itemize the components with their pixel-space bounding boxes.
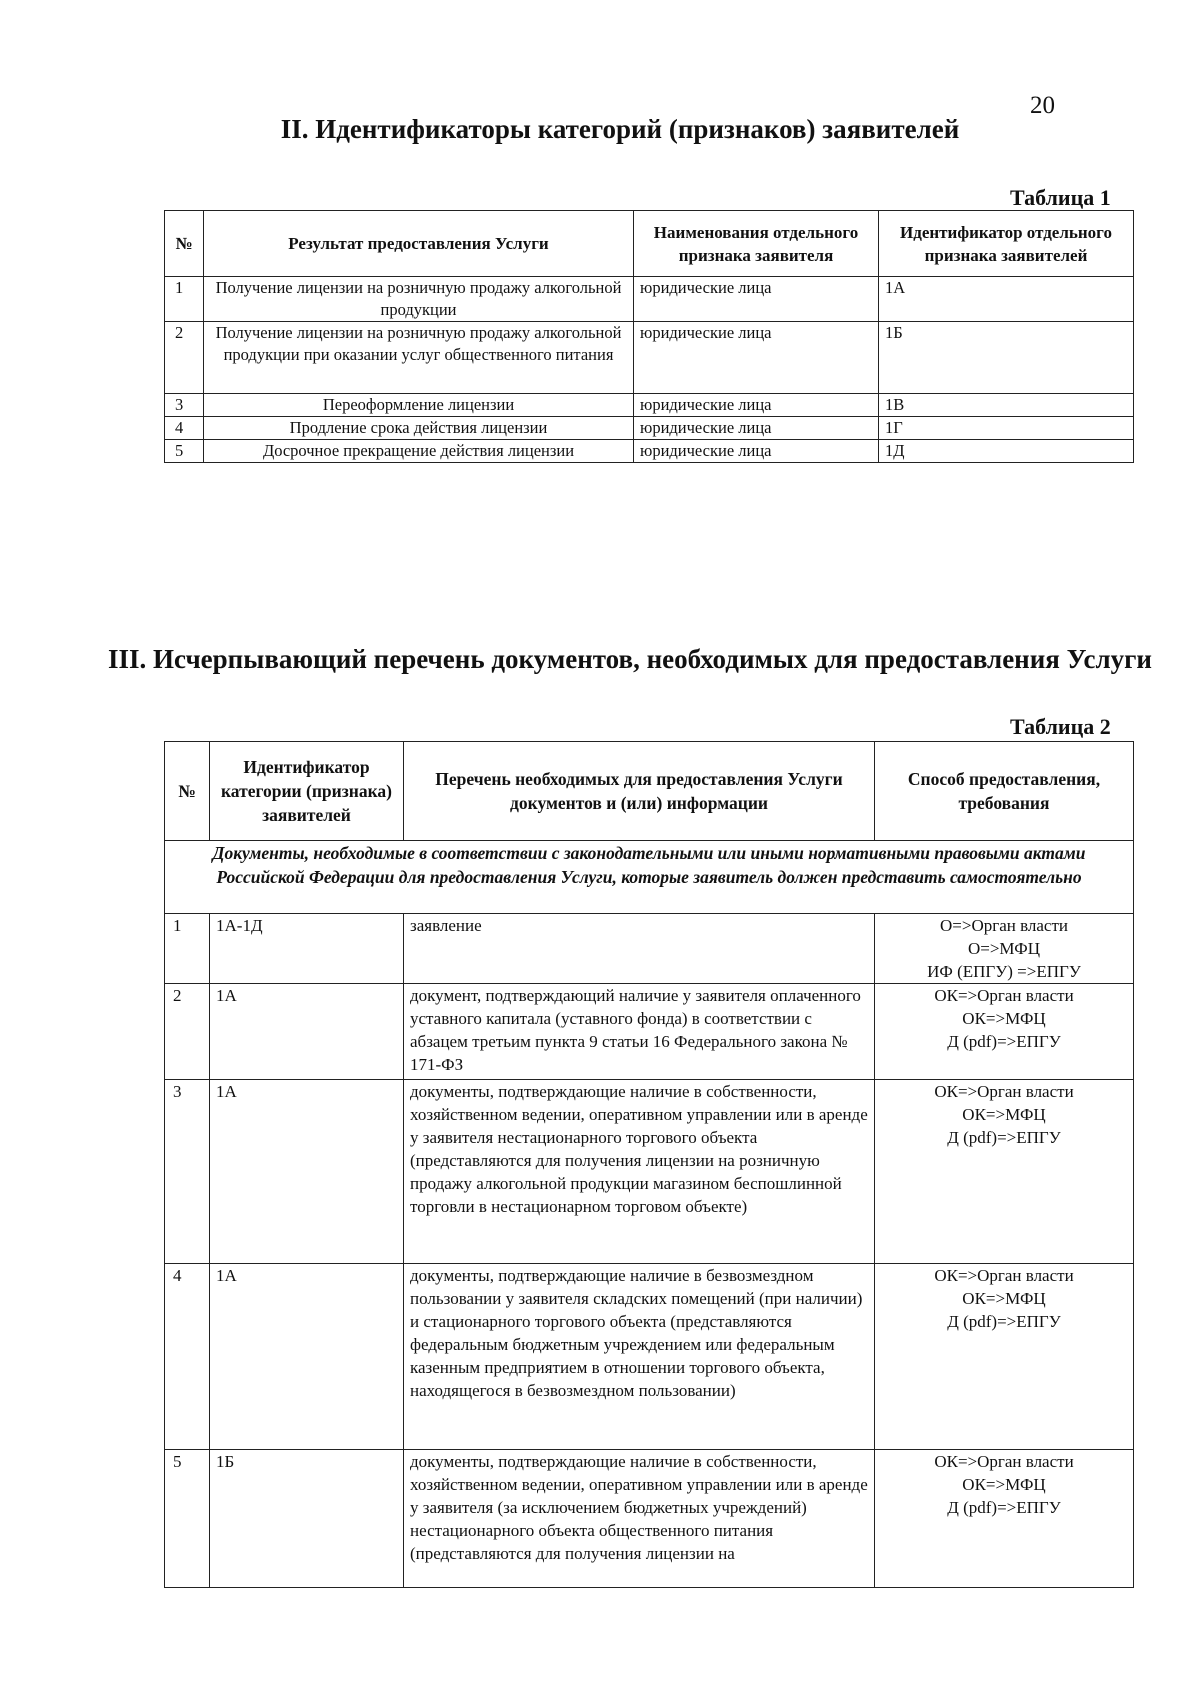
group-header: Документы, необходимые в соответствии с законодательными или иными нормативными правовыми актами Российской Федерации для предоставления Услуги, которые заявитель должен представить самостоятельно (165, 841, 1134, 914)
row-number: 1 (165, 914, 210, 984)
table-caption-1: Таблица 1 (1010, 185, 1111, 210)
table-row (165, 1450, 1134, 1588)
row-number: 5 (165, 440, 204, 463)
row-result: Продление срока действия лицензии (204, 417, 634, 440)
row-attribute-name: юридические лица (634, 417, 879, 440)
table-row (165, 322, 1134, 394)
method-line: ИФ (ЕПГУ) =>ЕПГУ (927, 962, 1081, 981)
row-methods (875, 1264, 1134, 1450)
method-line: Д (pdf)=>ЕПГУ (947, 1312, 1061, 1331)
row-document: документы, подтверждающие наличие в собственности, хозяйственном ведении, оперативном управлении или в аренде у заявителя (за исключением бюджетных учреждений) нестационарного объекта общественного питания (представляются для получения лицензии на (404, 1450, 875, 1588)
method-line: ОК=>МФЦ (962, 1475, 1046, 1494)
row-document: документ, подтверждающий наличие у заявителя оплаченного уставного капитала (уставного фонда) в соответствии с абзацем третьим пункта 9 статьи 16 Федерального закона № 171-ФЗ (404, 984, 875, 1080)
method-line: ОК=>Орган власти (934, 1082, 1074, 1101)
header-submission-method: Способ предоставления, требования (875, 742, 1134, 841)
row-category-id: 1А (210, 1264, 404, 1450)
table-row (165, 1264, 1134, 1450)
row-attribute-id: 1Г (879, 417, 1134, 440)
row-number: 2 (165, 984, 210, 1080)
header-number: № (165, 742, 210, 841)
row-category-id: 1А-1Д (210, 914, 404, 984)
row-attribute-name: юридические лица (634, 394, 879, 417)
table-row (165, 394, 1134, 417)
method-line: О=>Орган власти (940, 916, 1068, 935)
row-category-id: 1А (210, 984, 404, 1080)
method-line: О=>МФЦ (967, 939, 1041, 958)
row-number: 4 (165, 417, 204, 440)
row-document: документы, подтверждающие наличие в безвозмездном пользовании у заявителя складских помещений (при наличии) и стационарного торгового объекта (представляются федеральным бюджетным учреждением или федеральным казенным предприятием в отношении торгового объекта, находящегося в безвозмездном пользовании) (404, 1264, 875, 1450)
row-result: Досрочное прекращение действия лицензии (204, 440, 634, 463)
header-attribute-name: Наименования отдельного признака заявителя (634, 211, 879, 277)
header-number: № (165, 211, 204, 277)
header-attribute-id: Идентификатор отдельного признака заявителей (879, 211, 1134, 277)
method-line: Д (pdf)=>ЕПГУ (947, 1128, 1061, 1147)
method-line: ОК=>Орган власти (934, 986, 1074, 1005)
row-number: 4 (165, 1264, 210, 1450)
table-row (165, 914, 1134, 984)
row-number: 3 (165, 394, 204, 417)
row-methods (875, 1080, 1134, 1264)
method-line: ОК=>МФЦ (962, 1009, 1046, 1028)
row-number: 5 (165, 1450, 210, 1588)
applicant-identifiers-table (164, 210, 1134, 463)
row-attribute-id: 1А (879, 277, 1134, 322)
method-line: Д (pdf)=>ЕПГУ (947, 1032, 1061, 1051)
table-row (165, 417, 1134, 440)
section-title-identifiers: II. Идентификаторы категорий (признаков) заявителей (280, 114, 960, 144)
table-row (165, 277, 1134, 322)
section-title-documents: III. Исчерпывающий перечень документов, необходимых для предоставления Услуги (107, 644, 1152, 674)
header-result: Результат предоставления Услуги (204, 211, 634, 277)
row-methods (875, 914, 1134, 984)
method-line: ОК=>Орган власти (934, 1452, 1074, 1471)
table-row (165, 1080, 1134, 1264)
row-number: 3 (165, 1080, 210, 1264)
row-attribute-id: 1Д (879, 440, 1134, 463)
method-line: Д (pdf)=>ЕПГУ (947, 1498, 1061, 1517)
row-number: 2 (165, 322, 204, 394)
row-document: документы, подтверждающие наличие в собственности, хозяйственном ведении, оперативном управлении или в аренде у заявителя нестационарного торгового объекта (представляются для получения лицензии на розничную продажу алкогольной продукции магазином беспошлинной торговли в нестационарном торговом объекте) (404, 1080, 875, 1264)
row-attribute-name: юридические лица (634, 440, 879, 463)
row-document: заявление (404, 914, 875, 984)
method-line: ОК=>МФЦ (962, 1105, 1046, 1124)
row-attribute-id: 1Б (879, 322, 1134, 394)
row-methods (875, 1450, 1134, 1588)
row-category-id: 1А (210, 1080, 404, 1264)
header-document-list: Перечень необходимых для предоставления Услуги документов и (или) информации (404, 742, 875, 841)
row-category-id: 1Б (210, 1450, 404, 1588)
row-result: Получение лицензии на розничную продажу алкогольной продукции при оказании услуг общественного питания (204, 322, 634, 394)
row-number: 1 (165, 277, 204, 322)
table-caption-2: Таблица 2 (1010, 714, 1111, 739)
row-result: Получение лицензии на розничную продажу алкогольной продукции (204, 277, 634, 322)
row-result: Переоформление лицензии (204, 394, 634, 417)
row-attribute-id: 1В (879, 394, 1134, 417)
header-category-id: Идентификатор категории (признака) заявителей (210, 742, 404, 841)
table-row (165, 984, 1134, 1080)
row-attribute-name: юридические лица (634, 322, 879, 394)
page-number: 20 (1030, 92, 1055, 119)
method-line: ОК=>МФЦ (962, 1289, 1046, 1308)
documents-table (164, 741, 1134, 1588)
row-methods (875, 984, 1134, 1080)
method-line: ОК=>Орган власти (934, 1266, 1074, 1285)
table-row (165, 440, 1134, 463)
row-attribute-name: юридические лица (634, 277, 879, 322)
